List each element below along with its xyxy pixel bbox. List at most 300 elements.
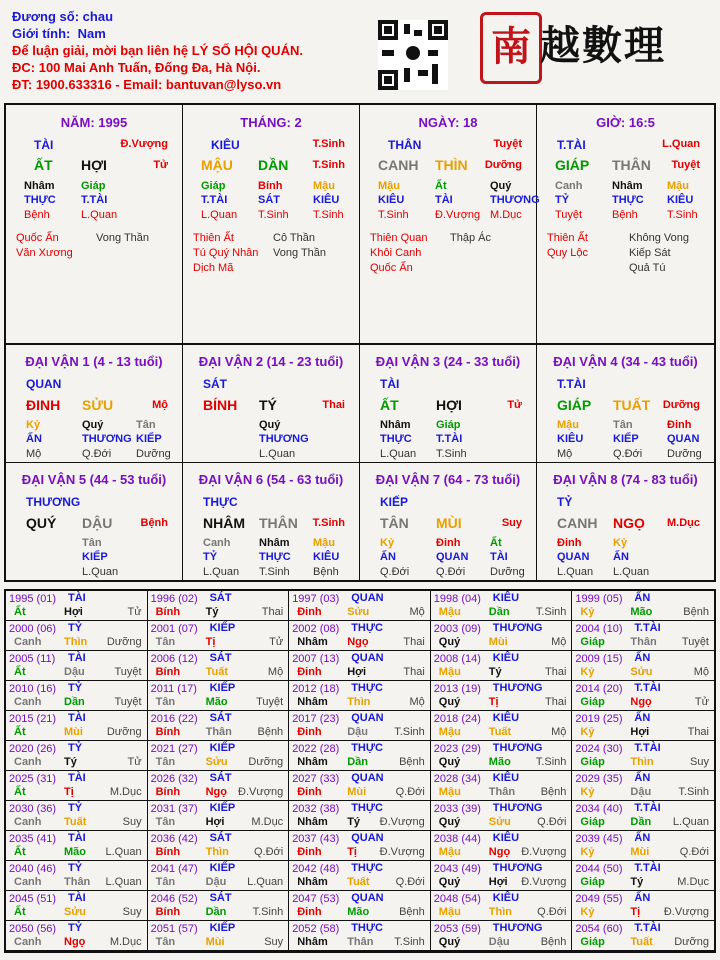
year-cell bbox=[572, 921, 714, 951]
year: 2006 (12) bbox=[150, 653, 198, 665]
year-state: Q.Đới bbox=[537, 906, 567, 918]
year-stem: Canh bbox=[14, 756, 42, 768]
year-branch: Mão bbox=[205, 696, 228, 708]
daivan-state: Tử bbox=[507, 399, 522, 411]
year-branch: Dần bbox=[64, 696, 85, 708]
stem-god: SÁT bbox=[209, 712, 232, 724]
star-right: Cô Thần bbox=[273, 232, 315, 244]
year: 1999 (05) bbox=[575, 593, 623, 605]
hidden-stem: Mậu bbox=[313, 180, 335, 192]
year-state: Tử bbox=[694, 696, 709, 708]
year-cell bbox=[431, 711, 573, 741]
pillar-branch-state: Dưỡng bbox=[484, 159, 522, 171]
year: 2028 (34) bbox=[433, 773, 481, 785]
hidden-state: Tuyệt bbox=[555, 209, 583, 221]
year-branch: Mùi bbox=[488, 636, 508, 648]
year-branch: Dậu bbox=[205, 876, 227, 888]
pillar-branch-state: T.Sinh bbox=[312, 159, 345, 171]
stem-god: THƯƠNG bbox=[492, 802, 543, 814]
year-branch: Tý bbox=[205, 606, 219, 618]
year: 2019 (25) bbox=[575, 713, 623, 725]
year-stem: Giáp bbox=[580, 756, 605, 768]
year-state: T.Sinh bbox=[394, 936, 425, 948]
year-cell bbox=[148, 741, 290, 771]
year-cell bbox=[6, 711, 148, 741]
year-state: Tử bbox=[127, 606, 142, 618]
year-cell bbox=[6, 651, 148, 681]
year-stem: Mậu bbox=[438, 786, 461, 798]
year-cell bbox=[431, 831, 573, 861]
daivan-hidden-stem: Đinh bbox=[667, 419, 692, 431]
stem-god: SÁT bbox=[209, 592, 232, 604]
year-cell bbox=[148, 861, 290, 891]
daivan-hidden-stem: Quý bbox=[82, 419, 104, 431]
year-state: Mộ bbox=[409, 606, 425, 618]
daivan-hidden-god: KIẾP bbox=[613, 433, 639, 445]
year-cell bbox=[289, 771, 431, 801]
star-left: Quốc Ấn bbox=[16, 232, 59, 244]
year-branch: Tị bbox=[205, 636, 216, 648]
year-cell bbox=[148, 711, 290, 741]
daivan-god: QUAN bbox=[26, 377, 62, 391]
pillar-title: NĂM: 1995 bbox=[60, 115, 128, 130]
year-branch: Thân bbox=[630, 636, 657, 648]
daivan-title: ĐẠI VẬN 4 (34 - 43 tuổi) bbox=[553, 354, 698, 369]
year-state: Mộ bbox=[551, 636, 567, 648]
stem-god: TÀI bbox=[68, 832, 86, 844]
daivan-hidden-god: QUAN bbox=[667, 433, 700, 445]
year-stem: Kỷ bbox=[580, 666, 595, 678]
year-state: Mộ bbox=[409, 696, 425, 708]
year-stem: Canh bbox=[14, 936, 42, 948]
daivan-state: T.Sinh bbox=[312, 517, 345, 529]
stem-god: ẤN bbox=[634, 772, 651, 784]
year: 2014 (20) bbox=[575, 683, 623, 695]
year-state: Bệnh bbox=[683, 606, 709, 618]
year-branch: Dần bbox=[488, 606, 510, 618]
year-stem: Mậu bbox=[438, 906, 461, 918]
year-stem: Bính bbox=[155, 846, 181, 858]
daivan-hidden-state: Bệnh bbox=[313, 566, 339, 578]
year-cell bbox=[6, 801, 148, 831]
year-state: Tuyệt bbox=[256, 696, 284, 708]
header-info bbox=[12, 8, 303, 93]
year: 2017 (23) bbox=[292, 713, 340, 725]
year: 2046 (52) bbox=[150, 893, 198, 905]
year-cell bbox=[431, 891, 573, 921]
year: 2044 (50) bbox=[575, 863, 623, 875]
daivan-hidden-god: TÀI bbox=[490, 551, 508, 563]
daivan-hidden-state: L.Quan bbox=[82, 566, 119, 578]
year-cell bbox=[289, 801, 431, 831]
year-branch: Tý bbox=[630, 876, 644, 888]
daivan-title: ĐẠI VẬN 1 (4 - 13 tuổi) bbox=[25, 354, 163, 369]
year-stem: Đinh bbox=[297, 666, 322, 678]
year: 2032 (38) bbox=[292, 803, 340, 815]
year-cell bbox=[431, 921, 573, 951]
daivan-7 bbox=[537, 463, 714, 580]
year-stem: Quý bbox=[438, 816, 461, 828]
year-branch: Thân bbox=[488, 786, 516, 798]
daivan-4 bbox=[6, 463, 183, 580]
year: 2020 (26) bbox=[9, 743, 57, 755]
year-state: Thai bbox=[261, 606, 284, 618]
star-left: Văn Xương bbox=[16, 247, 73, 259]
year: 2043 (49) bbox=[433, 863, 481, 875]
daivan-hidden-stem: Tân bbox=[136, 419, 156, 431]
daivan-hidden-stem: Nhâm bbox=[259, 537, 290, 549]
year: 2054 (60) bbox=[575, 923, 623, 935]
year-branch: Mùi bbox=[347, 786, 367, 798]
daivan-state: Mộ bbox=[152, 399, 168, 411]
daivan-hidden-god: ẤN bbox=[26, 433, 42, 445]
daivan-hidden-god: KIẾP bbox=[136, 433, 162, 445]
daivan-hidden-stem: Nhâm bbox=[380, 419, 411, 431]
star-right: Không Vong bbox=[629, 232, 689, 244]
year-state: Suy bbox=[122, 816, 142, 828]
year-stem: Ất bbox=[14, 846, 26, 858]
year-branch: Hợi bbox=[64, 606, 83, 618]
year-branch: Dần bbox=[347, 756, 368, 768]
year-stem: Canh bbox=[14, 876, 42, 888]
year: 2005 (11) bbox=[9, 653, 56, 665]
daivan-hidden-god: QUAN bbox=[436, 551, 469, 563]
star-left: Quốc Ấn bbox=[370, 262, 413, 274]
year-stem: Canh bbox=[14, 696, 42, 708]
year-branch: Sửu bbox=[488, 816, 511, 828]
daivan-branch: TÝ bbox=[259, 397, 277, 413]
year-state: Mộ bbox=[267, 666, 284, 678]
pillar-3 bbox=[537, 105, 714, 343]
year-state: T.Sinh bbox=[535, 606, 567, 618]
pillar-title: NGÀY: 18 bbox=[418, 115, 478, 130]
stem-god: KIÊU bbox=[492, 892, 520, 904]
year-stem: Đinh bbox=[297, 906, 322, 918]
year-stem: Giáp bbox=[580, 636, 605, 648]
daivan-hidden-stem: Quý bbox=[259, 419, 281, 431]
daivan-6 bbox=[360, 463, 537, 580]
year-stem: Kỷ bbox=[580, 606, 595, 618]
year-state: T.Sinh bbox=[252, 906, 284, 918]
year-cell bbox=[6, 621, 148, 651]
year-stem: Tân bbox=[155, 876, 176, 888]
year: 2047 (53) bbox=[292, 893, 340, 905]
stem-god: TỶ bbox=[68, 742, 83, 754]
pillar-god-state: T.Sinh bbox=[312, 138, 345, 150]
daivan-stem: TÂN bbox=[380, 515, 409, 531]
daivan-hidden-stem: Tân bbox=[82, 537, 102, 549]
year: 2034 (40) bbox=[575, 803, 623, 815]
hidden-god: THỰC bbox=[24, 194, 56, 206]
stem-god: THƯƠNG bbox=[492, 922, 543, 934]
year: 2041 (47) bbox=[150, 863, 198, 875]
year-state: Dưỡng bbox=[674, 936, 709, 948]
year-cell bbox=[148, 921, 290, 951]
stem-god: THỰC bbox=[351, 802, 383, 814]
year: 2009 (15) bbox=[575, 653, 623, 665]
yearly-table bbox=[4, 589, 716, 953]
daivan-stem: QUÝ bbox=[26, 515, 57, 531]
year: 2037 (43) bbox=[292, 833, 340, 845]
year: 2051 (57) bbox=[150, 923, 198, 935]
stem-god: TÀI bbox=[68, 892, 86, 904]
stem-god: KIÊU bbox=[492, 652, 520, 664]
year: 2008 (14) bbox=[433, 653, 481, 665]
year-branch: Thìn bbox=[205, 846, 229, 858]
year-cell bbox=[431, 801, 573, 831]
pillar-branch-state: Tuyệt bbox=[671, 159, 700, 171]
stem-god: QUAN bbox=[351, 592, 384, 604]
owner-label: Đương số: bbox=[12, 9, 80, 24]
year-state: T.Sinh bbox=[678, 786, 709, 798]
daivan-hidden-state: T.Sinh bbox=[259, 566, 290, 578]
hidden-state: T.Sinh bbox=[258, 209, 289, 221]
daivan-hidden-state: Dưỡng bbox=[490, 566, 525, 578]
stem-god: THƯƠNG bbox=[492, 622, 543, 634]
daivan-stem: GIÁP bbox=[557, 397, 592, 413]
daivan-branch: SỬU bbox=[82, 397, 114, 413]
year-cell bbox=[148, 621, 290, 651]
year-cell bbox=[6, 681, 148, 711]
year: 2003 (09) bbox=[433, 623, 481, 635]
star-right: Vong Thần bbox=[273, 247, 327, 259]
year: 2015 (21) bbox=[9, 713, 57, 725]
daivan-state: Suy bbox=[501, 517, 522, 529]
stem-god: TỶ bbox=[68, 622, 83, 634]
year-cell bbox=[431, 591, 573, 621]
daivan-branch: HỢI bbox=[436, 397, 462, 413]
year-state: Đ.Vượng bbox=[663, 906, 709, 918]
year-stem: Tân bbox=[155, 816, 176, 828]
daivan-stem: ẤT bbox=[380, 397, 399, 413]
hidden-god: THƯƠNG bbox=[490, 194, 540, 206]
year-stem: Kỷ bbox=[580, 846, 595, 858]
year-branch: Tuất bbox=[64, 816, 87, 828]
pillar-2 bbox=[360, 105, 540, 343]
stem-god: ẤN bbox=[634, 892, 651, 904]
daivan-state: Dưỡng bbox=[662, 399, 700, 411]
daivan-hidden-god: KIẾP bbox=[82, 551, 108, 563]
daivan-title: ĐẠI VẬN 3 (24 - 33 tuổi) bbox=[375, 354, 521, 369]
year-state: L.Quan bbox=[247, 876, 284, 888]
daivan-god: SÁT bbox=[203, 377, 227, 391]
daivan-stem: CANH bbox=[557, 515, 598, 531]
hidden-state: T.Sinh bbox=[313, 209, 344, 221]
year-branch: Thìn bbox=[347, 696, 371, 708]
year-state: Suy bbox=[690, 756, 709, 768]
hidden-state: M.Dục bbox=[490, 209, 522, 221]
daivan-branch: TUẤT bbox=[613, 397, 651, 413]
year-state: Thai bbox=[544, 666, 567, 678]
year-state: Tuyệt bbox=[114, 666, 142, 678]
year: 2033 (39) bbox=[433, 803, 481, 815]
pillar-stem-god: T.TÀI bbox=[557, 138, 586, 152]
year-state: Thai bbox=[403, 666, 425, 678]
year-branch: Hợi bbox=[488, 876, 508, 888]
daivan-title: ĐẠI VẬN 8 (74 - 83 tuổi) bbox=[553, 472, 698, 487]
year-stem: Canh bbox=[14, 636, 42, 648]
year-cell bbox=[148, 681, 290, 711]
year-stem: Ất bbox=[14, 906, 26, 918]
daivan-hidden-state: L.Quan bbox=[259, 448, 296, 460]
year-branch: Hợi bbox=[347, 666, 367, 678]
year-state: Bệnh bbox=[399, 906, 425, 918]
daivan-state: Bệnh bbox=[140, 517, 168, 529]
stem-god: ẤN bbox=[634, 712, 651, 724]
daivan-title: ĐẠI VẬN 7 (64 - 73 tuổi) bbox=[375, 472, 521, 487]
hidden-god: TÀI bbox=[435, 194, 453, 206]
year-stem: Giáp bbox=[580, 696, 605, 708]
stem-god: KIÊU bbox=[492, 712, 520, 724]
stem-god: KIẾP bbox=[209, 802, 236, 814]
daivan-title: ĐẠI VẬN 2 (14 - 23 tuổi) bbox=[198, 354, 344, 369]
stem-god: KIẾP bbox=[209, 862, 236, 874]
daivan-3 bbox=[537, 345, 714, 462]
hidden-stem: Bính bbox=[258, 180, 283, 192]
daivan-god: TỶ bbox=[557, 495, 573, 509]
year-stem: Quý bbox=[438, 756, 461, 768]
daivan-branch: THÂN bbox=[259, 515, 298, 531]
year-branch: Mùi bbox=[205, 936, 225, 948]
pillar-branch-state: Tử bbox=[153, 159, 168, 171]
hidden-state: L.Quan bbox=[201, 209, 238, 221]
year-stem: Quý bbox=[438, 696, 461, 708]
year: 2021 (27) bbox=[150, 743, 198, 755]
year-stem: Bính bbox=[155, 606, 181, 618]
year: 2031 (37) bbox=[150, 803, 198, 815]
stem-god: THỰC bbox=[351, 922, 383, 934]
year: 2053 (59) bbox=[433, 923, 481, 935]
year-cell bbox=[289, 861, 431, 891]
seal-logo: 南 bbox=[480, 12, 542, 84]
year-stem: Bính bbox=[155, 666, 181, 678]
year-cell bbox=[431, 621, 573, 651]
pillar-title: GIỜ: 16:5 bbox=[596, 115, 655, 130]
year-branch: Sửu bbox=[347, 606, 370, 618]
pillar-stem-god: TÀI bbox=[34, 138, 54, 152]
stem-god: TÀI bbox=[68, 592, 86, 604]
year-cell bbox=[572, 771, 714, 801]
year-stem: Quý bbox=[438, 636, 461, 648]
year: 2027 (33) bbox=[292, 773, 340, 785]
year: 2050 (56) bbox=[9, 923, 57, 935]
daivan-state: M.Dục bbox=[667, 517, 700, 529]
year-branch: Ngọ bbox=[347, 636, 369, 648]
stem-god: THỰC bbox=[351, 682, 383, 694]
daivan-hidden-state: Mộ bbox=[26, 448, 42, 460]
daivan-hidden-state: L.Quan bbox=[203, 566, 240, 578]
daivan-god: THƯƠNG bbox=[26, 495, 81, 509]
star-right: Vong Thần bbox=[96, 232, 150, 244]
year-stem: Đinh bbox=[297, 606, 322, 618]
stem-god: KIẾP bbox=[209, 742, 236, 754]
stem-god: ẤN bbox=[634, 832, 651, 844]
hidden-god: THỰC bbox=[612, 194, 644, 206]
year-stem: Ất bbox=[14, 666, 26, 678]
year-branch: Tý bbox=[488, 666, 502, 678]
daivan-row-2 bbox=[6, 463, 714, 580]
year-cell bbox=[148, 891, 290, 921]
stem-god: QUAN bbox=[351, 892, 384, 904]
daivan-hidden-stem: Kỷ bbox=[613, 537, 628, 549]
stem-god: T.TÀI bbox=[634, 802, 661, 814]
star-left: Thiên Ất bbox=[193, 232, 234, 244]
year-cell bbox=[148, 831, 290, 861]
hidden-state: T.Sinh bbox=[667, 209, 698, 221]
year-stem: Mậu bbox=[438, 846, 461, 858]
daivan-hidden-stem: Ất bbox=[490, 537, 502, 549]
star-left: Dịch Mã bbox=[193, 262, 234, 274]
year-stem: Ất bbox=[14, 786, 26, 798]
daivan-hidden-stem: Canh bbox=[203, 537, 231, 549]
year-cell bbox=[6, 741, 148, 771]
year-cell bbox=[148, 801, 290, 831]
year: 2025 (31) bbox=[9, 773, 57, 785]
year-state: Q.Đới bbox=[395, 786, 425, 798]
year: 2030 (36) bbox=[9, 803, 57, 815]
hidden-state: L.Quan bbox=[81, 209, 118, 221]
qr-code-icon bbox=[378, 20, 448, 90]
year: 2048 (54) bbox=[433, 893, 481, 905]
gender-label: Giới tính: bbox=[12, 26, 71, 41]
year-stem: Quý bbox=[438, 876, 461, 888]
daivan-hidden-god: TỶ bbox=[203, 551, 218, 563]
year: 1995 (01) bbox=[9, 593, 57, 605]
year-branch: Dần bbox=[205, 906, 227, 918]
daivan-state: Thai bbox=[322, 399, 345, 411]
year-stem: Ất bbox=[14, 606, 26, 618]
daivan-hidden-god: THỰC bbox=[380, 433, 412, 445]
stem-god: SÁT bbox=[209, 832, 232, 844]
daivan-0 bbox=[6, 345, 183, 462]
pillar-stem: GIÁP bbox=[555, 157, 590, 173]
contact-line: Để luận giải, mời bạn liên hệ LÝ SỐ HỘI QUÁN. bbox=[12, 43, 303, 58]
hidden-stem: Ất bbox=[435, 180, 447, 192]
year: 2052 (58) bbox=[292, 923, 340, 935]
year-state: Đ.Vượng bbox=[379, 846, 425, 858]
year-state: Dưỡng bbox=[248, 756, 284, 768]
year-stem: Nhâm bbox=[297, 936, 328, 948]
daivan-hidden-state: Dưỡng bbox=[136, 448, 171, 460]
year-branch: Tý bbox=[64, 756, 77, 768]
year-stem: Nhâm bbox=[297, 816, 328, 828]
stem-god: T.TÀI bbox=[634, 622, 661, 634]
year-cell bbox=[289, 831, 431, 861]
daivan-stem: BÍNH bbox=[203, 397, 238, 413]
hidden-god: KIÊU bbox=[667, 194, 694, 206]
year-stem: Mậu bbox=[438, 726, 461, 738]
star-left: Tú Quý Nhân bbox=[193, 247, 259, 259]
hidden-stem: Giáp bbox=[201, 180, 226, 192]
brand-logo: 越數理 bbox=[540, 22, 666, 69]
hidden-god: T.TÀI bbox=[81, 194, 108, 206]
year-cell bbox=[6, 831, 148, 861]
daivan-hidden-god: KIÊU bbox=[313, 551, 340, 563]
year-cell bbox=[431, 681, 573, 711]
year: 2042 (48) bbox=[292, 863, 340, 875]
phone-email-line: ĐT: 1900.633316 - Email: bantuvan@lyso.vn bbox=[12, 77, 282, 92]
year-branch: Tị bbox=[347, 846, 357, 858]
year-state: Thai bbox=[687, 726, 709, 738]
stem-god: KIÊU bbox=[492, 772, 520, 784]
stem-god: THỰC bbox=[351, 862, 383, 874]
year-stem: Quý bbox=[438, 936, 461, 948]
pillar-god-state: Tuyệt bbox=[493, 138, 522, 150]
daivan-god: KIẾP bbox=[380, 495, 409, 509]
hidden-god: KIÊU bbox=[378, 194, 405, 206]
stem-god: T.TÀI bbox=[634, 742, 661, 754]
year-cell bbox=[289, 921, 431, 951]
